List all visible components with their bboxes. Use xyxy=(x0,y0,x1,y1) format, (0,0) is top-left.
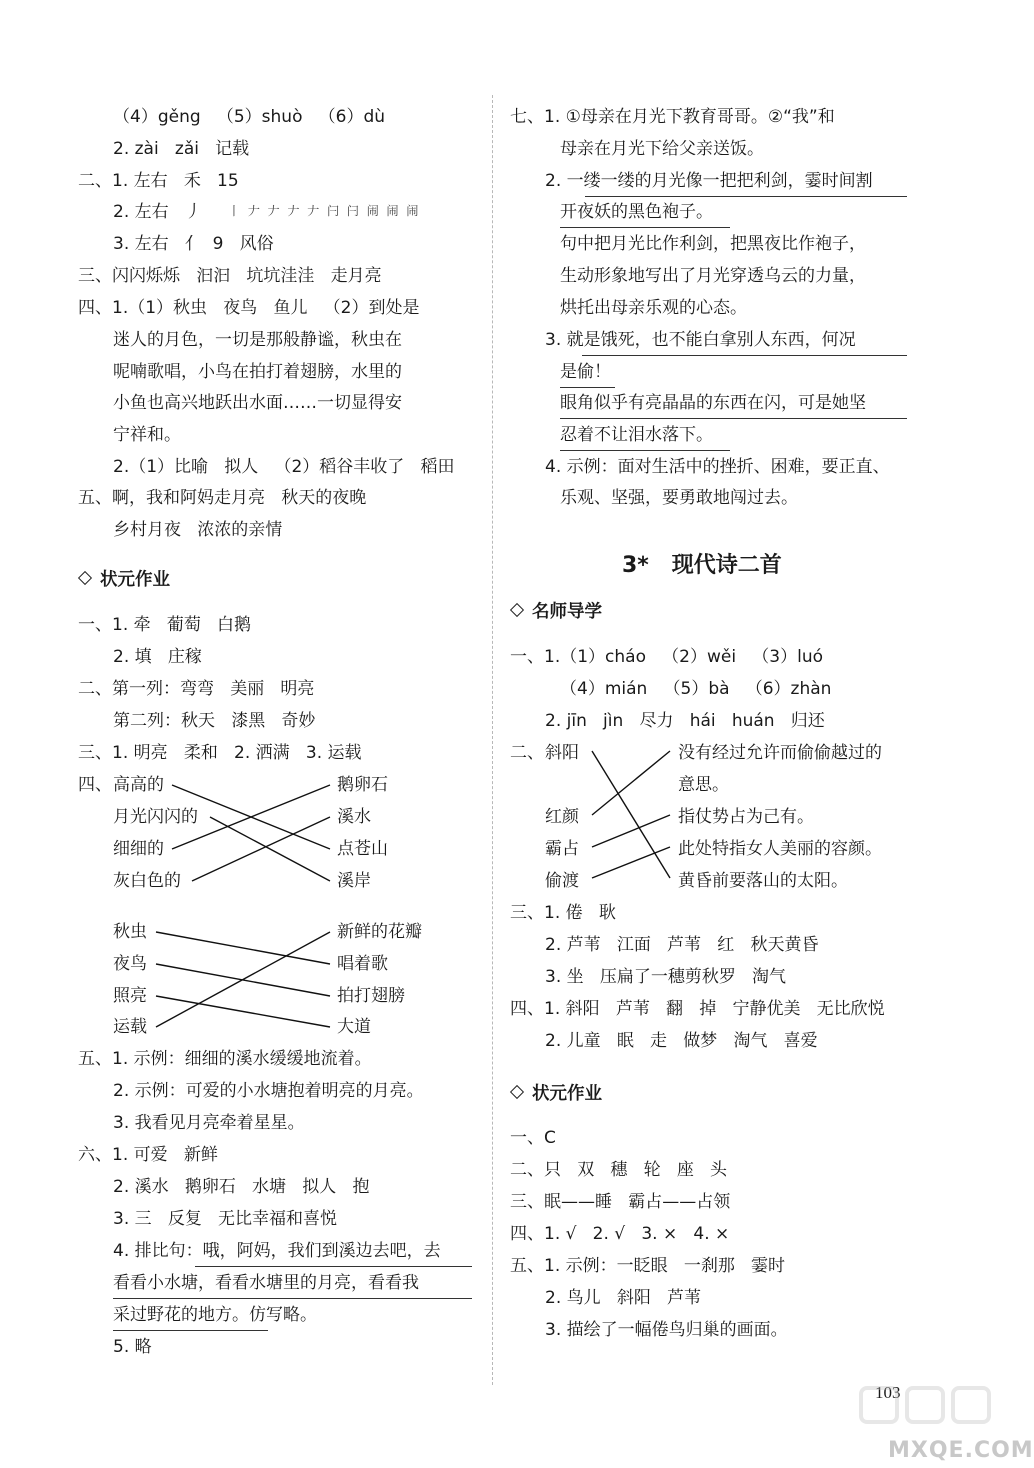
match-right-item: 没有经过允许而偷偷越过的 xyxy=(678,743,882,763)
answer-line: 五、啊，我和阿妈走月亮 秋天的夜晚 xyxy=(78,488,367,508)
answer-line: 2. jīn jìn 尽力 hái huán 归还 xyxy=(545,711,825,731)
lesson-title: 3* 现代诗二首 xyxy=(622,553,782,578)
section-heading: 状元作业 xyxy=(512,1080,602,1105)
answer-line: 3. 左右 亻 9 风俗 xyxy=(113,234,274,254)
answer-line: 2. 儿童 眠 走 做梦 淘气 喜爱 xyxy=(545,1031,818,1051)
answer-line: 3. 坐 压扁了一穗剪秋罗 淘气 xyxy=(545,967,787,987)
match-line xyxy=(156,932,330,1027)
answer-line: 母亲在月光下给父亲送饭。 xyxy=(560,139,764,159)
answer-line: （4）gěng （5）shuò （6）dù xyxy=(113,107,386,127)
match-line xyxy=(192,817,330,881)
wavy-underline xyxy=(560,448,730,451)
match-right-item: 唱着歌 xyxy=(337,954,388,974)
answer-line: 生动形象地写出了月光穿透乌云的力量， xyxy=(560,266,866,286)
match-left-item: 偷渡 xyxy=(545,871,579,891)
diamond-icon xyxy=(510,603,524,617)
match-left-item: 斜阳 xyxy=(545,743,579,763)
page-number: 103 xyxy=(875,1383,901,1402)
answer-line: 四、1.（1）秋虫 夜鸟 鱼儿 （2）到处是 xyxy=(78,298,420,318)
answer-line: 宁祥和。 xyxy=(113,425,181,445)
wavy-underline xyxy=(560,385,615,388)
match-right-item: 此处特指女人美丽的容颜。 xyxy=(678,839,882,859)
answer-line: 六、1. 可爱 新鲜 xyxy=(78,1145,218,1165)
section-heading: 名师导学 xyxy=(512,598,602,623)
answer-line: 乐观、坚强，要勇敢地闯过去。 xyxy=(560,488,798,508)
answer-line: 四、 xyxy=(78,775,112,795)
match-right-item: 黄昏前要落山的太阳。 xyxy=(678,871,848,891)
answer-line: 迷人的月色，一切是那般静谧，秋虫在 xyxy=(113,330,402,350)
wavy-underline xyxy=(560,416,907,419)
diamond-icon xyxy=(510,1085,524,1099)
answer-line: 3. 就是饿死，也不能白拿别人东西，何况 xyxy=(545,330,856,350)
answer-line: 3. 我看见月亮牵着星星。 xyxy=(113,1113,305,1133)
answer-line: 五、1. 示例：一眨眼 一刹那 霎时 xyxy=(510,1256,786,1276)
wavy-underline xyxy=(560,225,730,228)
answer-line: 四、1. 斜阳 芦苇 翻 掉 宁静优美 无比欣悦 xyxy=(510,999,885,1019)
answer-line: 小鱼也高兴地跃出水面……一切显得安 xyxy=(113,393,402,413)
answer-line: 5. 略 xyxy=(113,1337,152,1357)
answer-line: 烘托出母亲乐观的心态。 xyxy=(560,298,747,318)
match-line xyxy=(592,815,670,847)
answer-line: 2. 左右 丿 xyxy=(113,202,202,222)
match-line xyxy=(156,932,330,964)
match-line xyxy=(592,847,670,878)
wavy-underline xyxy=(585,194,907,197)
answer-line: 2. 一缕一缕的月光像一把把利剑，霎时间割 xyxy=(545,171,873,191)
answer-line: 2. 示例：可爱的小水塘抱着明亮的月亮。 xyxy=(113,1081,424,1101)
match-right-item: 新鲜的花瓣 xyxy=(337,922,422,942)
match-left-item: 红颜 xyxy=(545,807,579,827)
answer-line: 2. zài zǎi 记载 xyxy=(113,139,250,159)
match-right-item: 溪岸 xyxy=(337,871,371,891)
match-right-item: 溪水 xyxy=(337,807,371,827)
match-right-item: 意思。 xyxy=(678,775,729,795)
answer-line: 一、1.（1）cháo （2）wěi （3）luó xyxy=(510,647,824,667)
answer-line: 第二列：秋天 漆黑 奇妙 xyxy=(113,711,316,731)
answer-line: 4. 示例：面对生活中的挫折、困难，要正直、 xyxy=(545,457,890,477)
match-left-item: 秋虫 xyxy=(113,922,147,942)
answer-line: 2.（1）比喻 拟人 （2）稻谷丰收了 稻田 xyxy=(113,457,455,477)
answer-line: 3. 描绘了一幅倦鸟归巢的画面。 xyxy=(545,1320,788,1340)
answer-line: 忍着不让泪水落下。 xyxy=(560,425,713,445)
answer-line: 四、1. √ 2. √ 3. × 4. × xyxy=(510,1224,730,1244)
answer-line: 2. 鸟儿 斜阳 芦苇 xyxy=(545,1288,702,1308)
match-left-item: 运载 xyxy=(113,1017,147,1037)
watermark-text: MXQE.COM xyxy=(888,1438,1034,1463)
stroke-order-sample: 丨 𠂇 𠂇 𠂇 𠂇 闩 闩 闹 闹 闹 xyxy=(228,204,421,218)
section-heading: 状元作业 xyxy=(80,566,170,591)
wavy-underline xyxy=(582,353,907,356)
match-left-item: 霸占 xyxy=(545,839,579,859)
answer-line: 五、1. 示例：细细的溪水缓缓地流着。 xyxy=(78,1049,372,1069)
answer-line: 二、只 双 穗 轮 座 头 xyxy=(510,1160,728,1180)
match-left-item: 灰白色的 xyxy=(113,871,181,891)
match-left-item: 夜鸟 xyxy=(113,954,147,974)
answer-line: 呢喃歌唱，小鸟在拍打着翅膀，水里的 xyxy=(113,362,402,382)
answer-line: 一、C xyxy=(510,1128,556,1148)
answer-line: 眼角似乎有亮晶晶的东西在闪，可是她坚 xyxy=(560,393,866,413)
match-right-item: 点苍山 xyxy=(337,839,388,859)
answer-line: 三、1. 倦 耿 xyxy=(510,903,616,923)
answer-line: 2. 芦苇 江面 芦苇 红 秋天黄昏 xyxy=(545,935,819,955)
answer-line: 一、1. 牵 葡萄 白鹅 xyxy=(78,615,252,635)
match-line xyxy=(592,751,670,815)
answer-line: 3. 三 反复 无比幸福和喜悦 xyxy=(113,1209,338,1229)
match-left-item: 月光闪闪的 xyxy=(113,807,198,827)
answer-line: 采过野花的地方。仿写略。 xyxy=(113,1305,317,1325)
answer-line: 三、闪闪烁烁 汩汩 坑坑洼洼 走月亮 xyxy=(78,266,382,286)
answer-line: 二、第一列：弯弯 美丽 明亮 xyxy=(78,679,315,699)
answer-line: （4）mián （5）bà （6）zhàn xyxy=(560,679,832,699)
answer-line: 开夜妖的黑色袍子。 xyxy=(560,202,713,222)
answer-line: 二、1. 左右 禾 15 xyxy=(78,171,239,191)
answer-line: 2. 填 庄稼 xyxy=(113,647,202,667)
match-right-item: 指仗势占为己有。 xyxy=(678,807,814,827)
match-left-item: 细细的 xyxy=(113,839,164,859)
match-right-item: 鹅卵石 xyxy=(337,775,388,795)
answer-line: 二、 xyxy=(510,743,544,763)
match-right-item: 拍打翅膀 xyxy=(337,986,405,1006)
answer-line: 看看小水塘，看看水塘里的月亮，看看我 xyxy=(113,1273,419,1293)
answer-line: 4. 排比句：哦，阿妈，我们到溪边去吧，去 xyxy=(113,1241,441,1261)
answer-line: 三、1. 明亮 柔和 2. 洒满 3. 运载 xyxy=(78,743,362,763)
match-right-item: 大道 xyxy=(337,1017,371,1037)
answer-line: 是偷！ xyxy=(560,362,611,382)
answer-line: 七、1. ①母亲在月光下教育哥哥。②“我”和 xyxy=(510,107,835,127)
answer-line: 句中把月光比作利剑，把黑夜比作袍子， xyxy=(560,234,866,254)
match-left-item: 高高的 xyxy=(113,775,164,795)
answer-line: 2. 溪水 鹅卵石 水塘 拟人 抱 xyxy=(113,1177,370,1197)
match-line xyxy=(592,751,670,878)
match-line xyxy=(156,996,330,1027)
match-left-item: 照亮 xyxy=(113,986,147,1006)
answer-line: 三、眠——睡 霸占——占领 xyxy=(510,1192,731,1212)
answer-line: 乡村月夜 浓浓的亲情 xyxy=(113,520,283,540)
